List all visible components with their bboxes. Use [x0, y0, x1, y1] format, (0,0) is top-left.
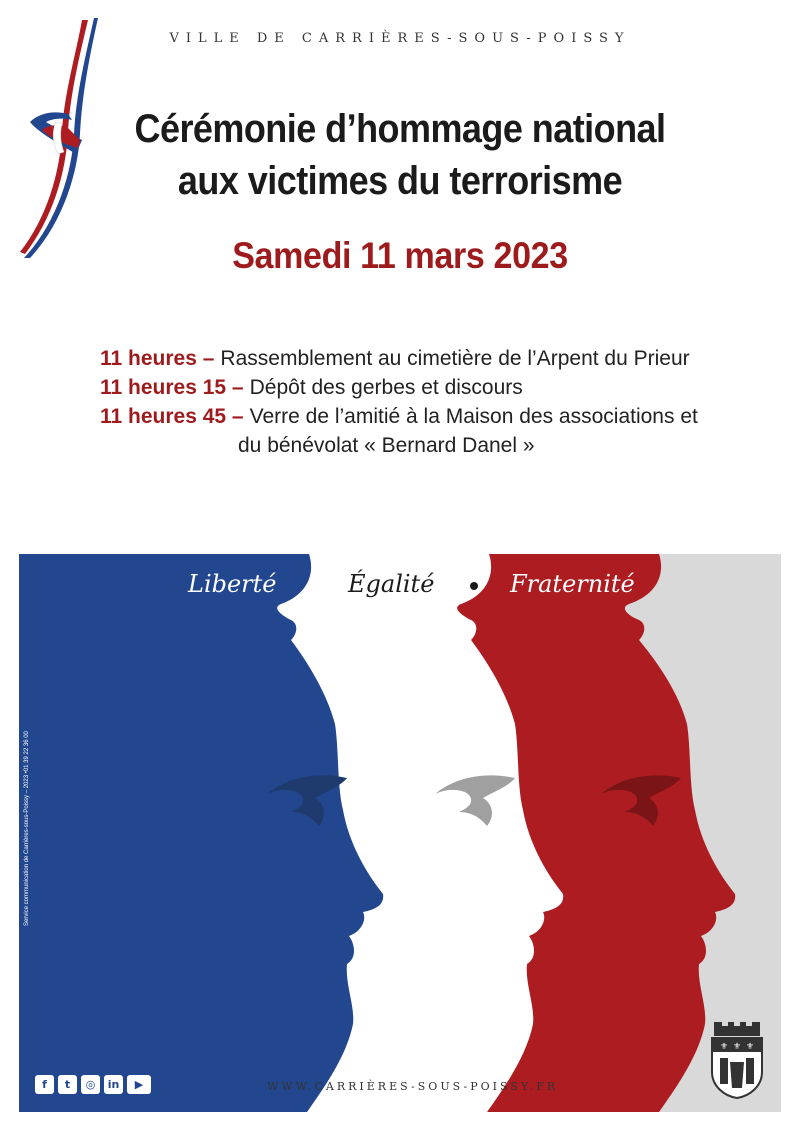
tricolor-ribbon-icon: [16, 14, 106, 264]
marianne-poster: [19, 554, 781, 1112]
city-crest-icon: [708, 1018, 766, 1100]
credit-text: Service communication de Carrières-sous-Poissy – 2023 •01 39 22 36 00: [24, 731, 30, 926]
schedule-text: Verre de l’amitié à la Maison des associations et: [249, 405, 698, 428]
schedule-text: Rassemblement au cimetière de l’Arpent du Prieur: [220, 347, 690, 370]
motto-egalite: Égalité: [348, 570, 435, 598]
schedule-item: [100, 402, 760, 431]
instagram-icon[interactable]: ◎: [81, 1075, 100, 1094]
svg-text:⚜: ⚜: [733, 1042, 742, 1052]
city-name: VILLE DE CARRIÈRES-SOUS-POISSY: [169, 31, 631, 46]
schedule: [100, 344, 760, 460]
website-link[interactable]: WWW.CARRIÈRES-SOUS-POISSY.FR: [267, 1080, 559, 1093]
twitter-icon[interactable]: t: [58, 1075, 77, 1094]
schedule-text: Dépôt des gerbes et discours: [249, 376, 523, 399]
schedule-text: du bénévolat « Bernard Danel »: [238, 434, 535, 457]
svg-text:⚜: ⚜: [720, 1042, 729, 1052]
schedule-item: [100, 373, 760, 402]
event-date: Samedi 11 mars 2023: [232, 235, 568, 276]
title-line-2: aux victimes du terrorisme: [177, 159, 623, 203]
schedule-item: [100, 344, 760, 373]
schedule-time: 11 heures 45 –: [100, 405, 244, 428]
motto-liberte: Liberté: [188, 570, 277, 598]
motto-separator: [470, 582, 478, 590]
page-title: [103, 103, 697, 207]
title-line-1: Cérémonie d’hommage national: [134, 107, 666, 151]
schedule-time: 11 heures 15 –: [100, 376, 244, 399]
youtube-icon[interactable]: ▶: [127, 1075, 151, 1094]
motto-fraternite: Fraternité: [510, 570, 635, 598]
svg-text:⚜: ⚜: [746, 1042, 755, 1052]
schedule-time: 11 heures –: [100, 347, 215, 370]
motto-separator: [312, 582, 320, 590]
linkedin-icon[interactable]: in: [104, 1075, 123, 1094]
schedule-item-continuation: [100, 431, 760, 460]
facebook-icon[interactable]: f: [35, 1075, 54, 1094]
social-links: [35, 1075, 151, 1094]
marianne-profiles-illustration: [19, 554, 781, 1112]
